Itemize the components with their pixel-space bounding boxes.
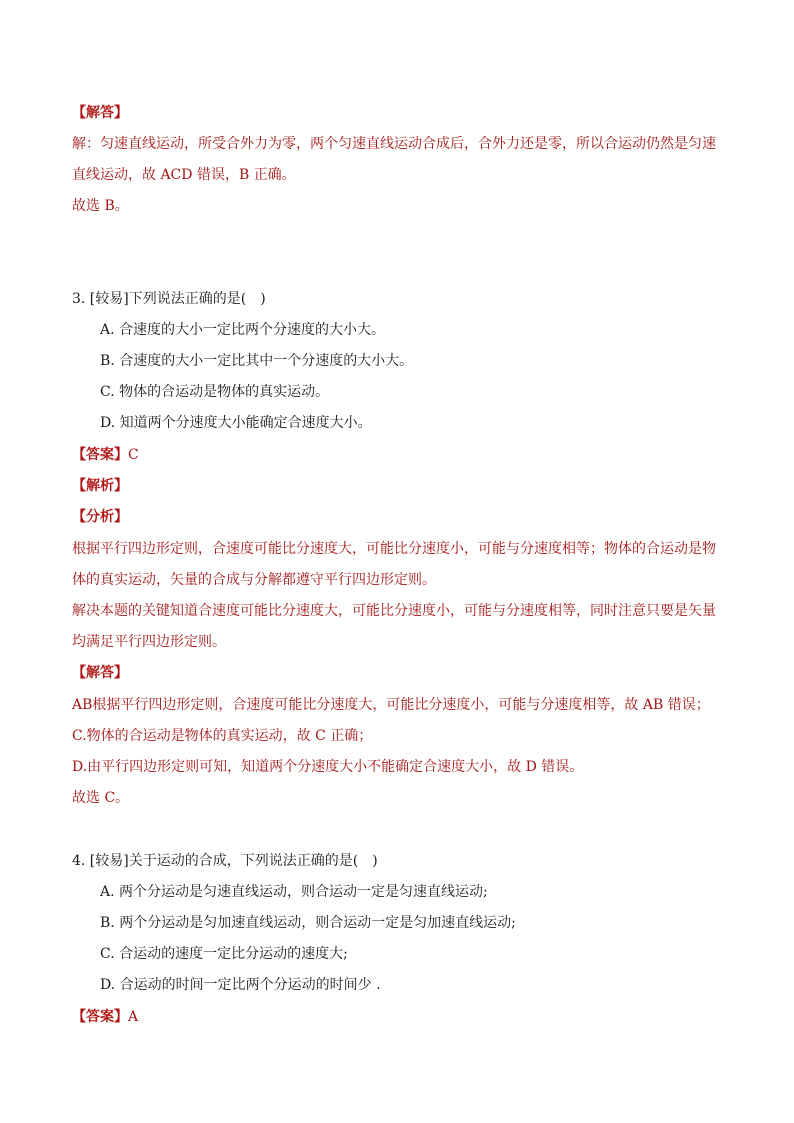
- q3-answer-value: C: [128, 447, 139, 463]
- q3-analysis-tag: 【解析】: [72, 478, 128, 494]
- q3-option-c: C. 物体的合运动是物体的真实运动。: [100, 384, 330, 400]
- q3-analysis-line-2: 体的真实运动，矢量的合成与分解都遵守平行四边形定则。: [72, 572, 436, 588]
- q4-option-b: B. 两个分运动是匀加速直线运动，则合运动一定是匀加速直线运动;: [100, 915, 516, 931]
- q3-stem: 3. [较易]下列说法正确的是( ): [72, 291, 266, 307]
- q3-analysis-line-4: 均满足平行四边形定则。: [72, 634, 226, 650]
- q4-option-d: D. 合运动的时间一定比两个分运动的时间少 .: [100, 977, 381, 993]
- q3-solution-line-1: AB根据平行四边形定则，合速度可能比分速度大，可能比分速度小，可能与分速度相等，故 AB 错误；: [72, 697, 710, 713]
- q3-fenxi-tag: 【分析】: [72, 509, 128, 525]
- q2-solution-line-2: 直线运动，故 ACD 错误，B 正确。: [72, 167, 296, 183]
- q3-conclusion: 故选 C。: [72, 790, 130, 806]
- q3-option-b: B. 合速度的大小一定比其中一个分速度的大小大。: [100, 353, 414, 369]
- q2-solution-line-1: 解：匀速直线运动，所受合外力为零，两个匀速直线运动合成后，合外力还是零，所以合运动仍然是匀速: [72, 136, 716, 152]
- q4-answer: [72, 1007, 138, 1027]
- q3-solution-line-2: C.物体的合运动是物体的真实运动，故 C 正确；: [72, 728, 373, 744]
- q4-option-c: C. 合运动的速度一定比分运动的速度大;: [100, 946, 348, 962]
- q3-answer: [72, 445, 139, 465]
- q2-conclusion: 故选 B。: [72, 198, 129, 214]
- q3-option-a: A. 合速度的大小一定比两个分速度的大小大。: [100, 322, 386, 338]
- q2-solution-tag: 【解答】: [72, 105, 128, 121]
- q3-analysis-line-3: 解决本题的关键知道合速度可能比分速度大，可能比分速度小，可能与分速度相等，同时注意只要是矢量: [72, 603, 716, 619]
- q4-answer-value: A: [128, 1009, 139, 1025]
- q4-answer-tag: 【答案】: [72, 1009, 128, 1025]
- q3-option-d: D. 知道两个分速度大小能确定合速度大小。: [100, 415, 372, 431]
- q4-stem: 4. [较易]关于运动的合成，下列说法正确的是( ): [72, 853, 378, 869]
- q3-answer-tag: 【答案】: [72, 447, 128, 463]
- q3-solution-line-3: D.由平行四边形定则可知，知道两个分速度大小不能确定合速度大小，故 D 错误。: [72, 759, 584, 775]
- q3-solution-tag: 【解答】: [72, 665, 128, 681]
- q3-analysis-line-1: 根据平行四边形定则，合速度可能比分速度大，可能比分速度小，可能与分速度相等；物体的合运动是物: [72, 541, 716, 557]
- q4-option-a: A. 两个分运动是匀速直线运动，则合运动一定是匀速直线运动;: [100, 884, 488, 900]
